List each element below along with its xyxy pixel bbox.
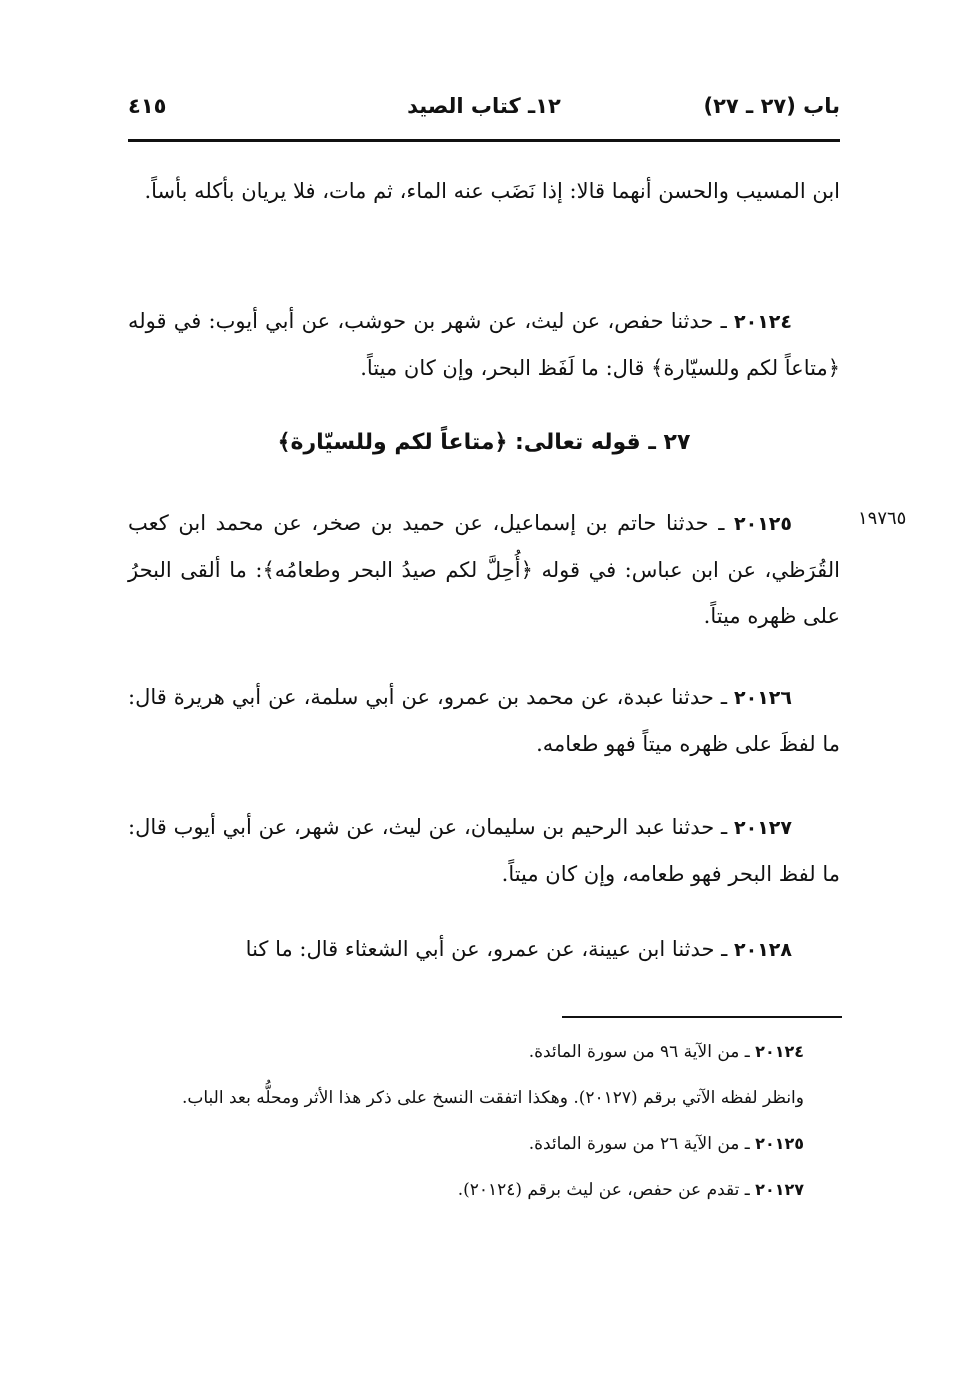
paragraph-text: ـ حدثنا عبد الرحيم بن سليمان، عن ليث، عن شهر، عن أبي أيوب قال: ما لفظ البحر فهو طعامه، وإن كان ميتاً. (128, 815, 840, 886)
page-header (128, 86, 840, 130)
footnote-number: ٢٠١٢٧ (755, 1180, 804, 1199)
paragraph-body (128, 298, 840, 391)
footnote-item (128, 1082, 844, 1114)
paragraph-text: ابن المسيب والحسن أنهما قالا: إذا نَضَب عنه الماء، ثم مات، فلا يريان بأكله بأساً. (144, 179, 840, 203)
paragraph-body (128, 500, 840, 639)
page-number: ٤١٥ (128, 94, 167, 118)
paragraph-20127 (128, 804, 840, 897)
paragraph-text: ـ حدثنا حفص، عن ليث، عن شهر بن حوشب، عن أبي أيوب: في قوله ﴿متاعاً لكم وللسيّارة﴾ قال: ما لَفَظ البحر، وإن كان ميتاً. (128, 309, 840, 380)
paragraph-body (128, 674, 840, 767)
hadith-number: ٢٠١٢٨ (734, 939, 792, 961)
paragraph-text: ـ حدثنا عبدة، عن محمد بن عمرو، عن أبي سلمة، عن أبي هريرة قال: ما لفظَ على ظهره ميتاً فهو طعامه. (128, 685, 840, 756)
paragraph-text: ـ حدثنا ابن عيينة، عن عمرو، عن أبي الشعثاء قال: ما كنا (245, 937, 735, 961)
footnote-separator (562, 1016, 842, 1018)
paragraph-20125 (128, 500, 840, 639)
footnotes (128, 1036, 844, 1206)
footnote-item (128, 1036, 844, 1068)
paragraph-body (128, 926, 840, 973)
paragraph-text: ـ حدثنا حاتم بن إسماعيل، عن حميد بن صخر، عن محمد ابن كعب القُرَظي، عن ابن عباس: في قوله ﴿أُحِلَّ لكم صيدُ البحر وطعامُه﴾: ما ألقى البحرُ على ظهره ميتاً. (128, 511, 840, 628)
paragraph-20124 (128, 298, 840, 391)
header-rule (128, 139, 840, 142)
paragraph-20126 (128, 674, 840, 767)
hadith-number: ٢٠١٢٧ (734, 817, 792, 839)
paragraph-20128 (128, 926, 840, 973)
margin-reference-number: ١٩٧٦٥ (858, 508, 907, 529)
hadith-number: ٢٠١٢٤ (734, 311, 792, 333)
footnote-text: ـ من الآية ٢٦ من سورة المائدة. (528, 1134, 756, 1154)
hadith-number: ٢٠١٢٥ (734, 513, 792, 535)
footnote-number: ٢٠١٢٤ (755, 1042, 804, 1061)
footnote-item (128, 1174, 844, 1206)
paragraph-continuation (128, 168, 840, 214)
section-title: ٢٧ ـ قوله تعالى: ﴿متاعاً لكم وللسيّارة﴾ (277, 430, 691, 455)
footnote-item (128, 1128, 844, 1160)
header-chapter: باب (٢٧ ـ ٢٧) (703, 94, 840, 118)
paragraph-body (128, 804, 840, 897)
hadith-number: ٢٠١٢٦ (734, 687, 792, 709)
footnote-text: ـ تقدم عن حفص، عن ليث برقم (٢٠١٢٤). (457, 1180, 756, 1200)
header-book-title: ١٢ـ كتاب الصيد (407, 94, 561, 118)
footnote-text: وانظر لفظه الآتي برقم (٢٠١٢٧). وهكذا اتفقت النسخ على ذكر هذا الأثر ومحلُّه بعد الباب. (181, 1088, 804, 1108)
footnote-text: ـ من الآية ٩٦ من سورة المائدة. (528, 1042, 756, 1062)
footnote-number: ٢٠١٢٥ (755, 1134, 804, 1153)
